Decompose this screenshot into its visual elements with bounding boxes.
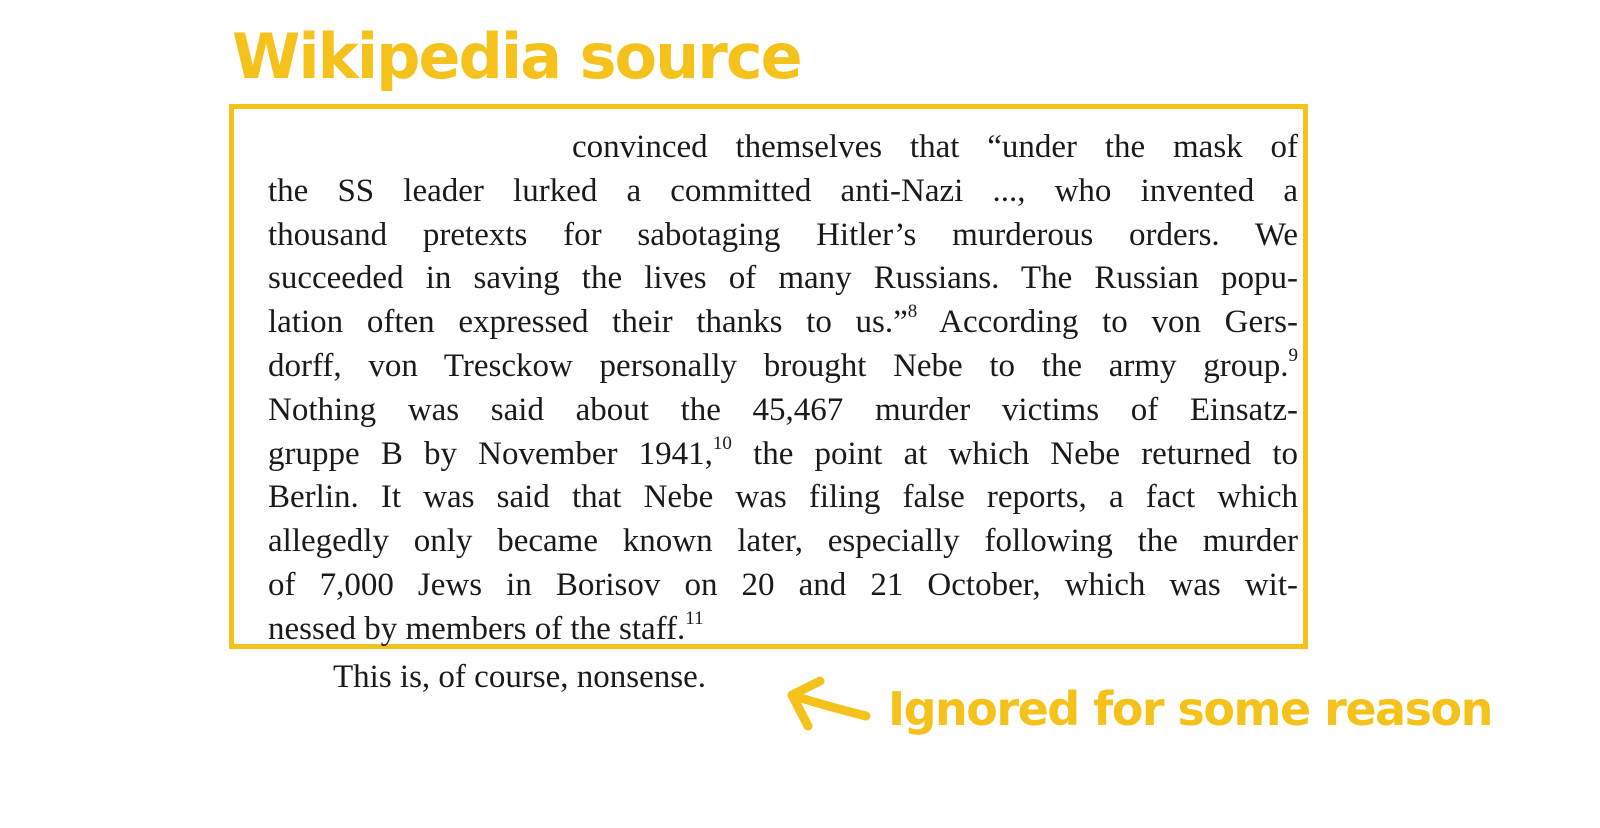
footnote-marker: 10 bbox=[712, 432, 732, 454]
excerpt-line-2: the SS leader lurked a committed anti-Nazi ..., who invented a bbox=[268, 172, 1298, 209]
excerpt-line-6: dorff, von Tresckow personally brought Nebe to the army group.$^9$ bbox=[268, 344, 1298, 384]
excerpt-line-4: succeeded in saving the lives of many Russians. The Russian popu- bbox=[268, 260, 1298, 297]
excerpt-line-8: gruppe B by November 1941,10 the point at which Nebe returned to bbox=[268, 432, 1298, 472]
excerpt-line-11: of 7,000 Jews in Borisov on 20 and 21 October, which was wit- bbox=[268, 566, 1298, 603]
excerpt-line-5: lation often expressed their thanks to us.”$^8$ According to von Gers- bbox=[268, 301, 1298, 341]
footnote-marker: 9 bbox=[1288, 344, 1298, 366]
excerpt-line-10: allegedly only became known later, especially following the murder bbox=[268, 523, 1298, 560]
book-excerpt bbox=[268, 126, 1298, 652]
excluded-sentence: This is, of course, nonsense. bbox=[333, 659, 707, 695]
excerpt-line-7: Nothing was said about the 45,467 murder victims of Einsatz- bbox=[268, 391, 1298, 428]
footnote-marker: 11 bbox=[685, 607, 704, 629]
excerpt-line-12: nessed by members of the staff.$^{11}$ bbox=[268, 607, 704, 647]
excerpt-line-3: thousand pretexts for sabotaging Hitler’s murderous orders. We bbox=[268, 216, 1298, 253]
excerpt-line-1: convinced themselves that “under the mask of bbox=[572, 129, 1298, 165]
arrow-left-icon bbox=[780, 676, 875, 736]
annotation-title: Wikipedia source bbox=[232, 20, 801, 93]
annotation-note: Ignored for some reason bbox=[888, 682, 1492, 736]
excerpt-line-9: Berlin. It was said that Nebe was filing false reports, a fact which bbox=[268, 479, 1298, 516]
footnote-marker: 8 bbox=[907, 301, 918, 323]
